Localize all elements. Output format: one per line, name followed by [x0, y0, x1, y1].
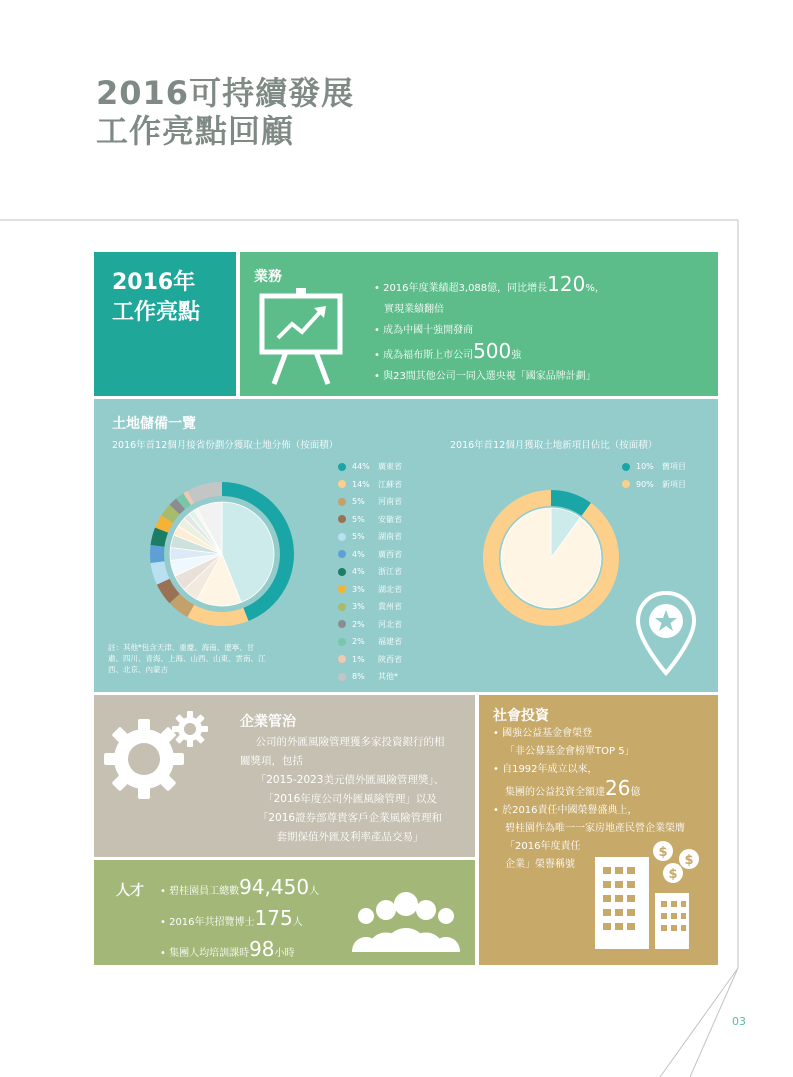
talent-line-1: 碧桂園員工總數	[169, 886, 240, 897]
chart2-title: 2016年首12個月獲取土地新項目佔比（按面積）	[450, 440, 658, 451]
highlight-title-line1: 2016年	[112, 270, 196, 295]
chart1-legend-label: 廣西省	[378, 549, 402, 559]
land-tile	[94, 399, 718, 692]
business-tile	[240, 252, 718, 396]
chart1-legend-value: 8%	[352, 672, 365, 681]
talent-item-1: • 碧桂園員工總數94,450人	[160, 875, 320, 899]
highlight-title	[112, 268, 200, 328]
chart1-legend-item	[338, 493, 402, 511]
business-b3-number: 500	[473, 339, 512, 363]
chart1-legend-value: 5%	[352, 532, 365, 541]
social-line-3: 自1992年成立以來，	[502, 764, 598, 775]
chart1-legend-value: 3%	[352, 602, 365, 611]
talent-hours-number: 98	[249, 937, 275, 961]
chart1-svg	[134, 479, 294, 629]
chart1-legend-label: 江蘇省	[378, 479, 402, 489]
talent-list	[160, 874, 319, 967]
presentation-chart-icon	[256, 288, 346, 388]
chart1-legend-item	[338, 581, 402, 599]
chart2-svg	[476, 483, 626, 633]
chart1-legend-item	[338, 598, 402, 616]
chart1-legend-label: 湖北省	[378, 584, 402, 594]
talent-phd-number: 175	[254, 906, 293, 930]
chart2-legend-item	[622, 458, 686, 476]
chart1-legend-label: 河北省	[378, 619, 402, 629]
chart1-legend-swatch	[338, 515, 346, 523]
chart1-legend-value: 2%	[352, 637, 365, 646]
chart1-legend-label: 廣東省	[378, 462, 402, 471]
business-item-3: • 成為福布斯上市公司500強	[374, 339, 522, 363]
svg-text:$: $	[668, 867, 678, 882]
chart1-legend-swatch	[338, 463, 346, 471]
social-line-6: 碧桂園作為唯一一家房地產民營企業榮膺	[505, 823, 685, 834]
talent-employees-unit: 人	[309, 886, 320, 897]
chart1-legend-label: 貴州省	[378, 602, 402, 611]
chart1-legend-swatch	[338, 480, 346, 488]
governance-line-1: 公司的外匯風險管理獲多家投資銀行的相	[255, 736, 445, 748]
talent-phd-unit: 人	[292, 917, 303, 928]
chart1-legend-swatch	[338, 585, 346, 593]
talent-line-3: 集團人均培訓課時	[169, 948, 250, 959]
social-item-2: • 自1992年成立以來，	[493, 764, 598, 775]
chart1-legend-swatch	[338, 550, 346, 558]
svg-text:$: $	[658, 845, 668, 860]
chart1-legend-value: 2%	[352, 619, 365, 629]
chart1-slice-2	[187, 605, 248, 626]
business-b2-text: 成為中國十強開發商	[383, 325, 474, 336]
svg-text:$: $	[684, 853, 694, 868]
talent-item-2: • 2016年共招覽博士175人	[160, 906, 303, 930]
chart2-legend-swatch	[622, 463, 630, 471]
chart1-legend-label: 其他*	[378, 672, 398, 681]
social-item-3-cont	[493, 820, 713, 838]
chart1-legend-swatch	[338, 533, 346, 541]
talent-line-2: 2016年共招覽博士	[169, 917, 255, 928]
highlight-tile	[94, 252, 236, 396]
social-tile	[479, 695, 718, 965]
governance-line-3: 「2015-2023美元債外匯風險管理獎」、	[255, 774, 445, 786]
chart1-legend-item	[338, 546, 402, 564]
business-b3-text: 成為福布斯上市公司	[383, 350, 474, 361]
talent-employees-number: 94,450	[239, 875, 310, 899]
business-b3-unit: 強	[511, 350, 522, 361]
business-list	[374, 274, 605, 387]
business-b1-number: 120	[547, 272, 586, 296]
business-item-2: • 成為中國十強開發商	[374, 325, 474, 336]
highlight-title-line2: 工作亮點	[112, 300, 201, 325]
business-item-1-cont	[374, 299, 605, 320]
chart1-legend-item	[338, 511, 402, 529]
chart2-legend	[622, 458, 686, 493]
talent-hours-unit: 小時	[274, 948, 295, 959]
page-title	[96, 74, 354, 150]
chart2-legend-value: 90%	[636, 479, 654, 489]
buildings-money-icon	[589, 837, 713, 951]
chart1-legend-item	[338, 668, 402, 686]
chart2-legend-value: 10%	[636, 462, 654, 471]
chart1-legend-label: 陝西省	[378, 654, 402, 664]
social-heading: 社會投資	[493, 708, 549, 724]
chart1-legend-value: 3%	[352, 584, 365, 594]
chart1-legend-label: 湖南省	[378, 532, 402, 541]
social-item-2-cont	[493, 776, 713, 802]
chart1-legend-value: 5%	[352, 514, 365, 524]
social-item-3: • 於2016責任中國榮譽盛典上，	[493, 805, 638, 816]
business-b1-unit: %，	[585, 283, 605, 294]
chart1-legend-label: 河南省	[378, 497, 402, 506]
chart1-legend-item	[338, 476, 402, 494]
governance-line-4: 「2016年度公司外匯風險管理」以及	[263, 793, 437, 805]
chart1-legend-swatch	[338, 603, 346, 611]
chart2-legend-swatch	[622, 480, 630, 488]
chart1-legend-item	[338, 633, 402, 651]
business-item-1: • 2016年度業績超3,088億，同比增長120%，	[374, 272, 605, 296]
business-b1-text: 2016年度業績超3,088億，同比增長	[383, 283, 548, 294]
chart1-legend-item	[338, 528, 402, 546]
land-heading: 土地儲備一覽	[112, 416, 196, 432]
social-line-5: 於2016責任中國榮譽盛典上，	[502, 805, 638, 816]
location-pin-icon	[636, 591, 696, 677]
chart1-legend-swatch	[338, 673, 346, 681]
chart1-legend-item	[338, 563, 402, 581]
chart1-legend-value: 1%	[352, 654, 365, 664]
chart1-legend-value: 4%	[352, 549, 365, 559]
social-item-1: • 國強公益基金會榮登	[493, 728, 593, 739]
land-note: 註：其他*包含天津、重慶、海南、遼寧、甘肅、四川、青海、上海、山西、山東、雲南、江西、北京、內蒙古	[108, 643, 266, 674]
chart1-legend-swatch	[338, 620, 346, 628]
governance-heading: 企業管治	[240, 714, 296, 730]
chart1-legend-item	[338, 616, 402, 634]
chart1-legend-swatch	[338, 568, 346, 576]
social-item-1-cont	[493, 743, 713, 761]
chart1-legend-item	[338, 458, 402, 476]
people-group-icon	[352, 890, 460, 952]
governance-line-5: 「2016證券部尊貴客戶企業風險管理和	[257, 812, 443, 824]
chart2-legend-label: 新項目	[662, 479, 686, 489]
talent-item-3: • 集團人均培訓課時98小時	[160, 937, 295, 961]
social-invest-number: 26	[605, 776, 631, 800]
social-invest-unit: 億	[630, 787, 641, 798]
chart1-legend-label: 福建省	[378, 637, 402, 646]
chart1-legend-label: 浙江省	[378, 567, 402, 576]
gears-icon	[102, 709, 214, 799]
governance-line-2: 關獎項，包括	[240, 755, 303, 767]
chart1-legend-swatch	[338, 638, 346, 646]
chart1-slice-13	[187, 482, 222, 503]
chart2-legend-item	[622, 476, 686, 494]
governance-line-6: 套期保值外匯及利率產品交易」	[276, 831, 424, 843]
governance-tile	[94, 695, 475, 857]
chart1-legend	[338, 458, 402, 686]
social-line-7: 「2016年度責任	[505, 841, 581, 852]
social-line-8: 企業」榮譽稱號	[505, 859, 575, 870]
chart1-legend-label: 安徽省	[378, 514, 402, 524]
page-title-line2: 工作亮點回顧	[96, 112, 295, 150]
page-number: 03	[732, 1015, 746, 1028]
talent-tile	[94, 860, 475, 965]
chart1-legend-value: 44%	[352, 462, 370, 471]
chart2-inner-slice-2	[501, 508, 601, 608]
business-heading: 業務	[254, 269, 282, 285]
chart2-legend-label: 舊項目	[662, 462, 686, 471]
governance-text	[240, 733, 460, 847]
chart1-legend-item	[338, 651, 402, 669]
business-b4-text: 與23間其他公司一同入選央視「國家品牌計劃」	[383, 371, 596, 382]
page-title-line1: 2016可持續發展	[96, 74, 355, 112]
business-item-4: • 與23間其他公司一同入選央視「國家品牌計劃」	[374, 371, 596, 382]
chart1-title: 2016年首12個月接省份劃分獲取土地分佈（按面積）	[112, 440, 339, 451]
chart1-legend-value: 5%	[352, 497, 365, 506]
social-line-1: 國強公益基金會榮登	[502, 728, 593, 739]
business-b1-line2: 實現業績翻倍	[384, 304, 444, 315]
social-line-2: 「非公募基金會榜單TOP 5」	[505, 746, 635, 757]
chart1-legend-value: 4%	[352, 567, 365, 576]
talent-heading: 人才	[116, 883, 144, 899]
chart1-legend-swatch	[338, 655, 346, 663]
chart1-legend-swatch	[338, 498, 346, 506]
social-line-4: 集團的公益投資全額達	[505, 787, 605, 798]
chart1-slice-6	[150, 545, 164, 563]
chart1-legend-value: 14%	[352, 479, 370, 489]
